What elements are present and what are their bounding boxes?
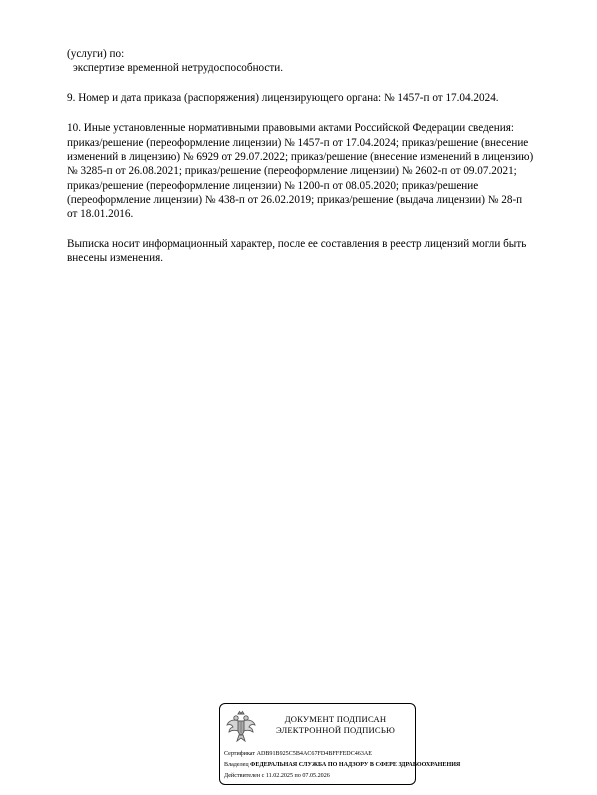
order-number-line: 9. Номер и дата приказа (распоряжения) лицензирующего органа: № 1457-п от 17.04.2024. bbox=[67, 92, 499, 104]
certificate-value: ADB91B925C5B4AC67FD4BFFFEDC463AE bbox=[256, 751, 373, 757]
stamp-certificate-row bbox=[224, 750, 372, 758]
service-item: экспертизе временной нетрудоспособности. bbox=[73, 62, 284, 74]
electronic-signature-stamp bbox=[219, 703, 461, 785]
stamp-title-line: ЭЛЕКТРОННОЙ ПОДПИСЬЮ bbox=[275, 724, 395, 735]
disclaimer-line: внесены изменения. bbox=[67, 252, 164, 264]
other-info-line: (переоформление лицензии) № 438-п от 26.02.2019; приказ/решение (выдача лицензии) № 28-п bbox=[67, 194, 523, 206]
owner-label: Владелец bbox=[224, 762, 249, 768]
other-info-line: № 3285-п от 26.08.2021; приказ/решение (переоформление лицензии) № 2602-п от 09.07.2021; bbox=[67, 165, 517, 177]
certificate-label: Сертификат bbox=[224, 751, 256, 757]
stamp-title-line: ДОКУМЕНТ ПОДПИСАН bbox=[284, 714, 387, 724]
stamp-owner-row bbox=[224, 761, 460, 769]
double-headed-eagle-emblem-icon bbox=[226, 710, 256, 744]
other-info-line: изменений в лицензию) № 6929 от 29.07.2022; приказ/решение (внесение изменений в лицензию) bbox=[67, 151, 534, 163]
other-info-heading: 10. Иные установленные нормативными правовыми актами Российской Федерации сведения: bbox=[67, 122, 514, 134]
stamp-title bbox=[260, 714, 411, 735]
other-info-line: от 18.01.2016. bbox=[67, 208, 134, 220]
other-info-line: приказ/решение (переоформление лицензии) № 1200-п от 08.05.2020; приказ/решение bbox=[67, 180, 479, 192]
stamp-validity-row: Действителен с 11.02.2025 по 07.05.2026 bbox=[224, 773, 330, 779]
disclaimer-line: Выписка носит информационный характер, после ее составления в реестр лицензий могли быть bbox=[67, 238, 527, 250]
owner-value: ФЕДЕРАЛЬНАЯ СЛУЖБА ПО НАДЗОРУ В СФЕРЕ ЗДРАВООХРАНЕНИЯ bbox=[250, 762, 461, 768]
other-info-line: приказ/решение (переоформление лицензии) № 1457-п от 17.04.2024; приказ/решение (внесение bbox=[67, 137, 529, 149]
services-heading-line: (услуги) по: bbox=[67, 48, 125, 60]
